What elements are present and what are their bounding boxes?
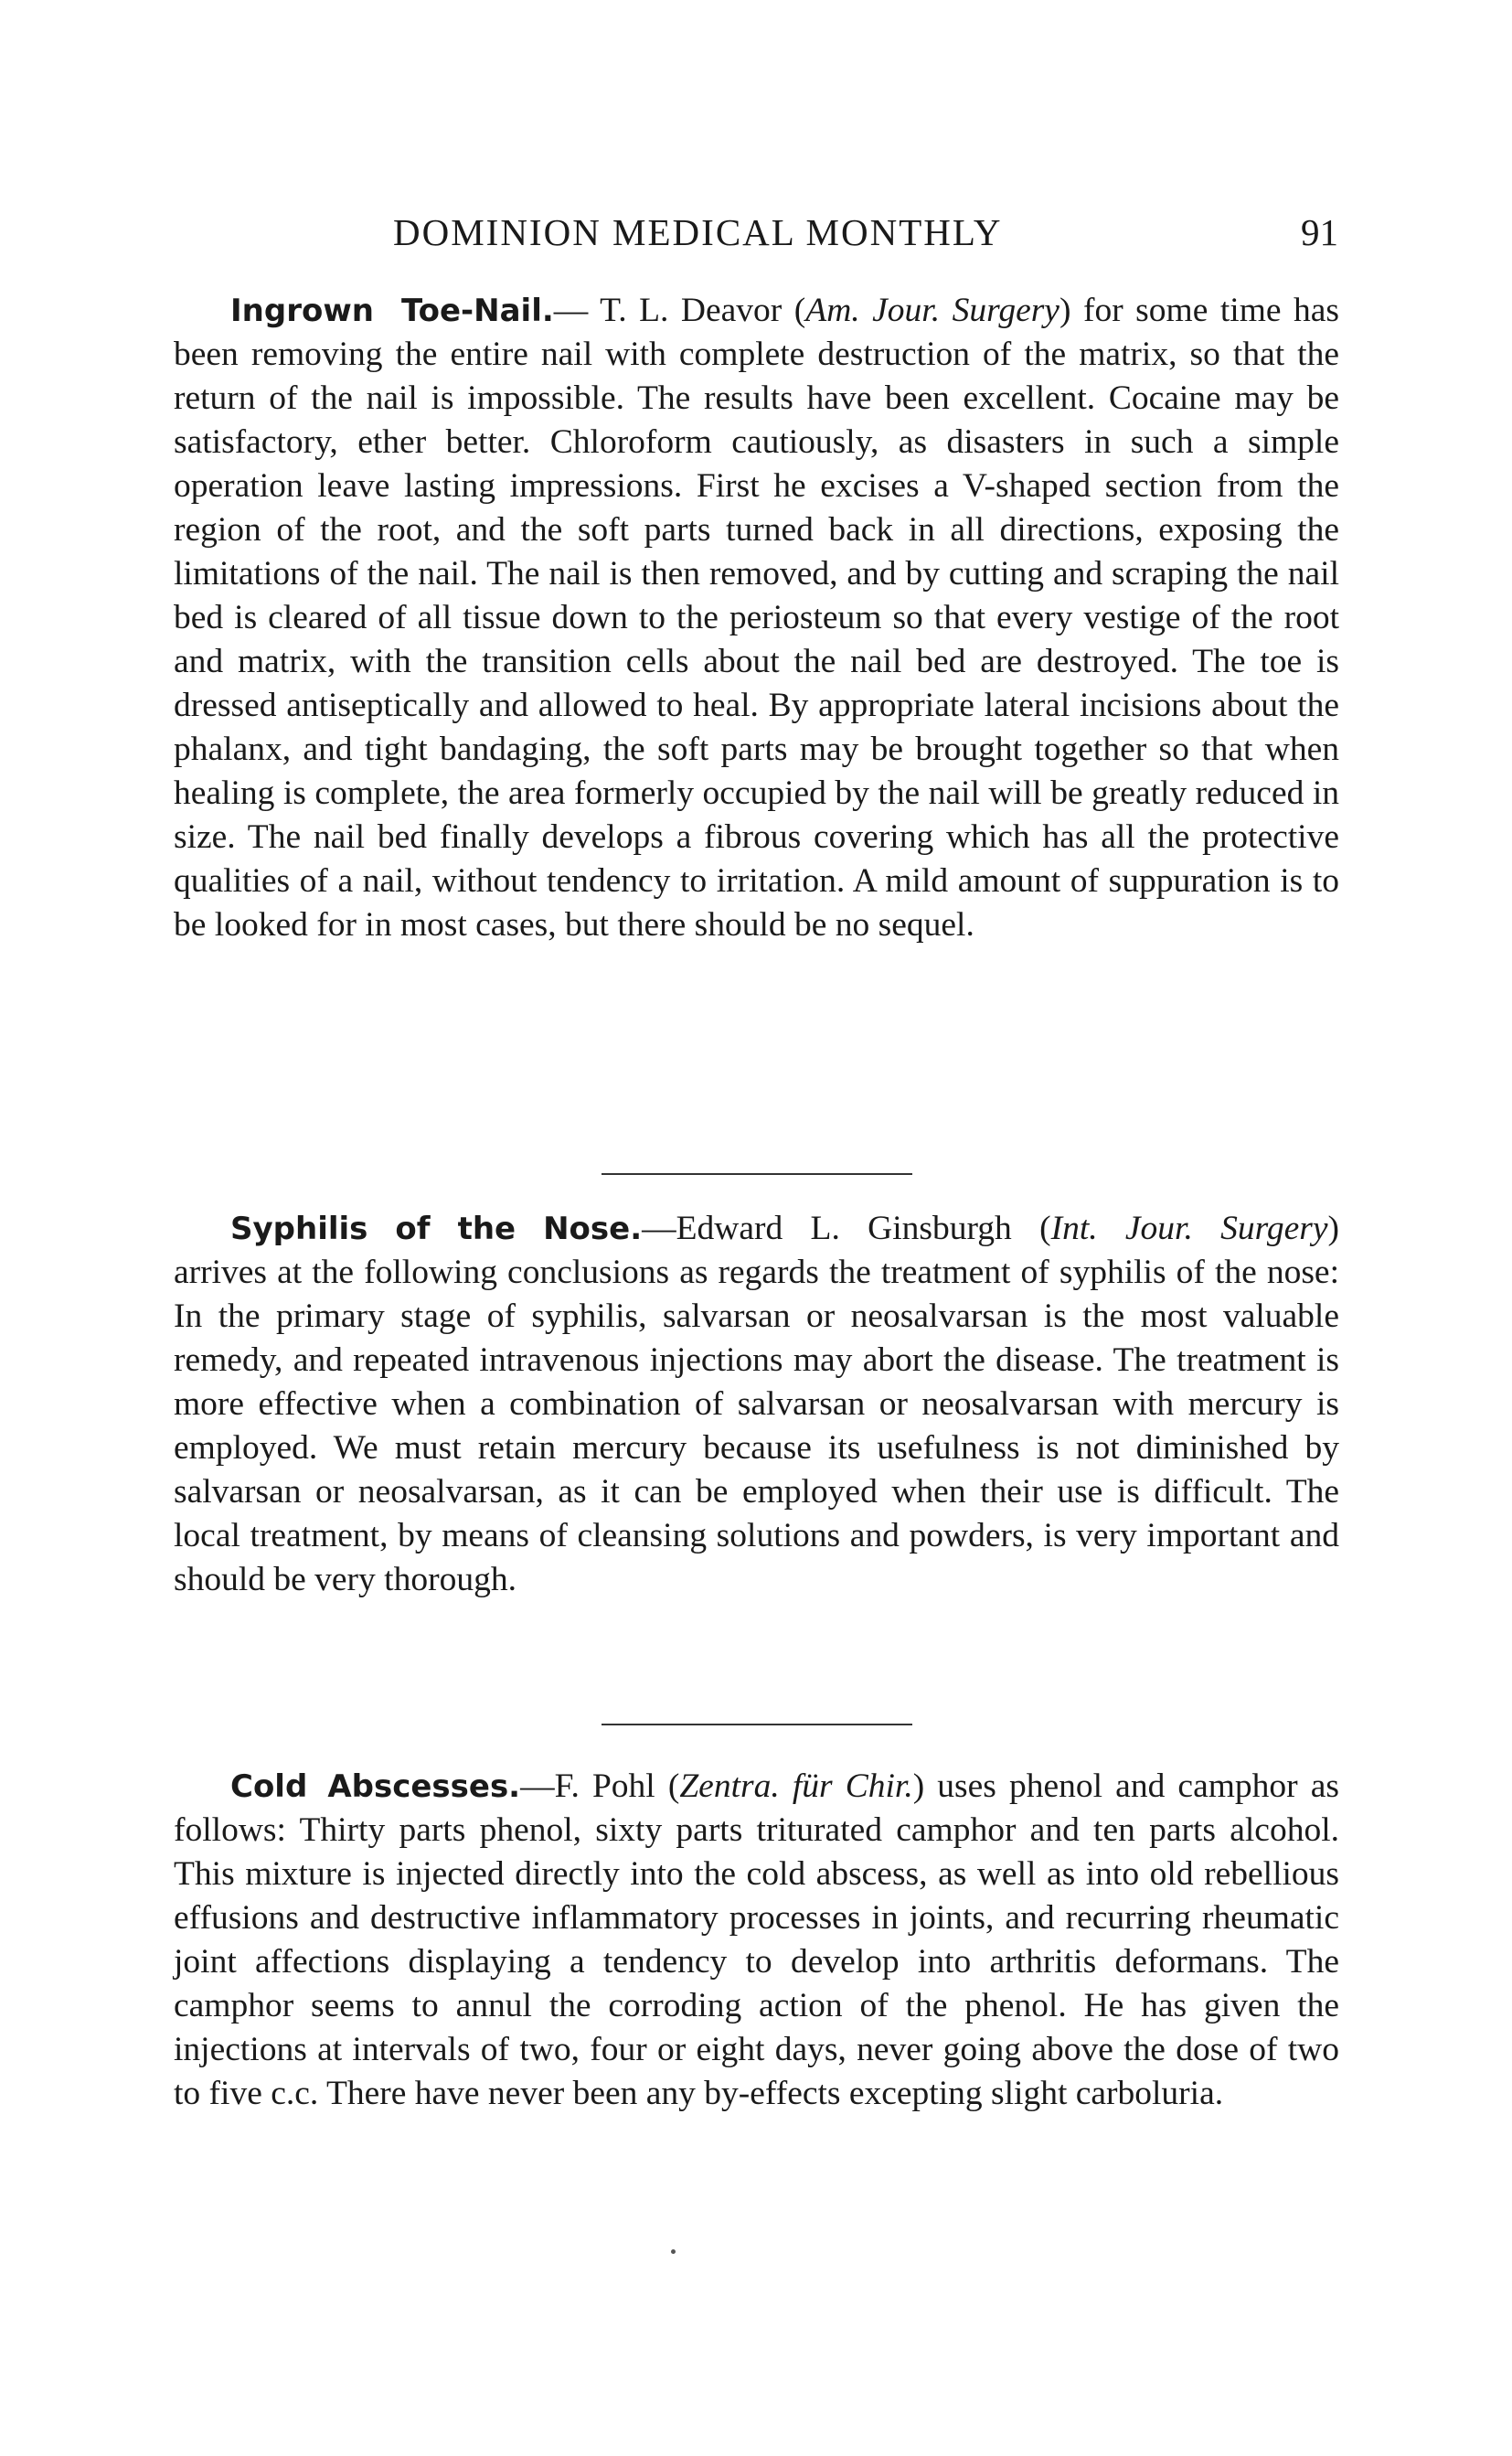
article-author: —Edward L. Ginsburgh (: [642, 1210, 1051, 1247]
article-heading: Cold Abscesses.: [230, 1768, 521, 1805]
article-author: — T. L. Deavor (: [553, 292, 806, 329]
article-syphilis-of-the-nose: [174, 1207, 1339, 1602]
article-heading: Ingrown Toe-Nail.: [230, 293, 554, 329]
article-ingrown-toe-nail: [174, 289, 1339, 947]
article-body: ) uses phenol and camphor as follows: Thirty parts phenol, sixty parts triturated camphor and ten parts alcohol. This mixture is injected directly into the cold abscess, as well as into old rebellious effusions and destructive inflammatory processes in joints, and recurring rheumatic joint affections displaying a tendency to develop into arthritis deformans. The camphor seems to annul the corroding action of the phenol. He has given the injections at intervals of two, four or eight days, never going above the dose of two to five c.c. There have never been any by-effects excepting slight carboluria.: [174, 1767, 1339, 2112]
section-divider: [602, 1724, 912, 1725]
section-divider: [602, 1173, 912, 1175]
article-heading: Syphilis of the Nose.: [230, 1211, 643, 1247]
journal-title: DOMINION MEDICAL MONTHLY: [393, 211, 1003, 253]
article-journal: Int. Jour. Surgery: [1050, 1210, 1328, 1247]
running-head: [174, 210, 1338, 256]
page-number: 91: [1301, 211, 1338, 253]
article-journal: Zentra. für Chir.: [679, 1767, 913, 1805]
article-journal: Am. Jour. Surgery: [805, 292, 1059, 329]
article-cold-abscesses: [174, 1765, 1339, 2116]
article-body: ) for some time has been removing the entire nail with complete destruction of the matrix, so that the return of the nail is impossible. The results have been excellent. Cocaine may be satisfactory, ether better. Chloroform cautiously, as disasters in such a simple operation leave lasting impressions. First he excises a V-shaped section from the region of the root, and the soft parts turned back in all directions, exposing the limitations of the nail. The nail is then removed, and by cutting and scraping the nail bed is cleared of all tissue down to the periosteum so that every vestige of the root and matrix, with the transition cells about the nail bed are destroyed. The toe is dressed antiseptically and allowed to heal. By appropriate lateral incisions about the phalanx, and tight bandaging, the soft parts may be brought together so that when healing is complete, the area formerly occupied by the nail will be greatly reduced in size. The nail bed finally develops a fibrous covering which has all the protective qualities of a nail, without tendency to irritation. A mild amount of suppuration is to be looked for in most cases, but there should be no sequel.: [174, 292, 1339, 944]
article-author: —F. Pohl (: [520, 1767, 680, 1805]
stray-mark: [671, 2249, 676, 2254]
article-body: ) arrives at the following conclusions as regards the treatment of syphilis of the nose: In the primary stage of syphilis, salvarsan or neosalvarsan is the most valuable remedy, and repeated intravenous injections may abort the disease. The treatment is more effective when a combination of salvarsan or neosalvarsan with mercury is employed. We must retain mercury because its usefulness is not diminished by salvarsan or neosalvarsan, as it can be employed when their use is difficult. The local treatment, by means of cleansing solutions and powders, is very important and should be very thorough.: [174, 1210, 1339, 1598]
